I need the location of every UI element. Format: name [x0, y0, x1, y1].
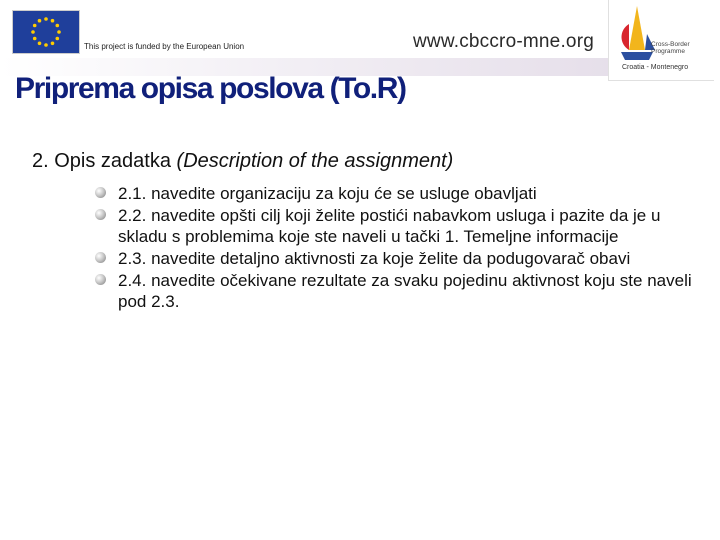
page-title: Priprema opisa poslova (To.R)	[15, 72, 406, 105]
programme-logo-country: Croatia - Montenegro	[622, 64, 689, 71]
list-item-text: 2.1. navedite organizaciju za koju će se usluge obavljati	[118, 184, 537, 203]
section-heading	[32, 150, 453, 173]
bullet-icon	[95, 209, 106, 220]
list-item-text: 2.2. navedite opšti cilj koji želite postići nabavkom usluga i pazite da je u skladu s problemima koje ste naveli u tački 1. Temeljne informacije	[118, 206, 661, 246]
website-link[interactable]: www.cbccro-mne.org	[413, 31, 594, 52]
section-heading-italic: (Description of the assignment)	[176, 150, 454, 172]
programme-logo-line-1: Cross-Border	[651, 41, 690, 48]
eu-funding-text: This project is funded by the European Union	[84, 42, 245, 51]
list-item-text: 2.3. navedite detaljno aktivnosti za koje želite da podugovarač obavi	[118, 249, 631, 268]
list-item-text: 2.4. navedite očekivane rezultate za svaku pojedinu aktivnost koju ste naveli pod 2.3.	[118, 271, 692, 311]
list-item	[92, 183, 702, 204]
eu-flag-icon	[12, 10, 80, 54]
list-item	[92, 248, 702, 269]
bullet-icon	[95, 187, 106, 198]
programme-logo-line-2: Programme	[651, 48, 685, 55]
list-item	[92, 270, 702, 312]
bullet-icon	[95, 274, 106, 285]
bullet-icon	[95, 252, 106, 263]
programme-logo-text	[651, 41, 690, 55]
section-number: 2.	[32, 150, 49, 172]
section-heading-main: Opis zadatka	[54, 150, 171, 172]
assignment-list	[92, 183, 702, 313]
list-item	[92, 205, 702, 247]
